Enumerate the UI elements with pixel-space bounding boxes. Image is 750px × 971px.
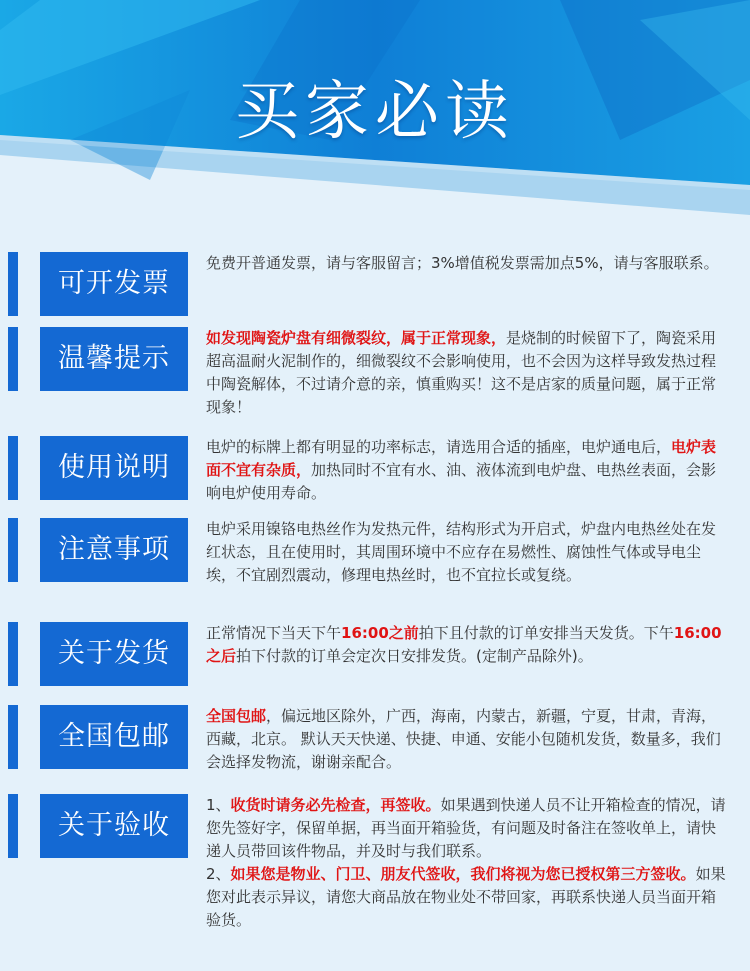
body-text: 电炉的标牌上都有明显的功率标志，请选用合适的插座，电炉通电后，	[206, 438, 672, 456]
content-paragraph	[206, 327, 728, 419]
body-text: 2、	[206, 865, 231, 883]
body-text: 免费开普通发票，请与客服留言；3%增值税发票需加点5%，请与客服联系。	[206, 254, 719, 272]
section-label: 使用说明	[40, 436, 188, 500]
content-paragraph	[206, 705, 728, 774]
content-paragraph	[206, 518, 728, 587]
highlight-text: 如发现陶瓷炉盘有细微裂纹，属于正常现象，	[206, 329, 507, 347]
body-text: ，偏远地区除外，广西，海南，内蒙古，新疆，宁夏，甘肃，青海，西藏，北京。 默认天天快递、快捷、申通、安能小包随机发货，数量多，我们会选择发物流，谢谢亲配合。	[206, 707, 721, 771]
row-edge-bar	[8, 622, 18, 686]
section-content	[206, 327, 728, 419]
body-text: 1、	[206, 796, 231, 814]
section-label: 注意事项	[40, 518, 188, 582]
section-label: 温馨提示	[40, 327, 188, 391]
row-edge-bar	[8, 518, 18, 582]
content-paragraph	[206, 863, 728, 932]
row-edge-bar	[8, 794, 18, 858]
section-content	[206, 794, 728, 932]
body-text: 电炉采用镍铬电热丝作为发热元件，结构形式为开启式，炉盘内电热丝处在发红状态，且在使用时，其周围环境中不应存在易燃性、腐蚀性气体或导电尘埃，不宜剧烈震动，修理电热丝时，也不宜拉长或复绕。	[206, 520, 717, 584]
content-paragraph	[206, 436, 728, 505]
section-content	[206, 518, 728, 587]
content-paragraph	[206, 622, 728, 668]
row-edge-bar	[8, 252, 18, 316]
body-text: 是烧制的时候留下了，陶瓷采用超高温耐火泥制作的，细微裂纹不会影响使用，也不会因为这样导致发热过程中陶瓷解体，不过请介意的亲，慎重购买！这不是店家的质量问题，属于正常现象！	[206, 329, 717, 416]
body-text: 拍下且付款的订单安排当天发货。下午	[418, 624, 674, 642]
row-edge-bar	[8, 327, 18, 391]
highlight-text: 全国包邮	[206, 707, 267, 725]
highlight-text: 如果您是物业、门卫、朋友代签收，我们将视为您已授权第三方签收。	[230, 865, 696, 883]
highlight-text: 16:00之后	[206, 624, 722, 665]
section-label: 可开发票	[40, 252, 188, 316]
body-text: 拍下付款的订单会定次日安排发货。(定制产品除外)。	[236, 647, 593, 665]
page-title: 买家必读	[235, 75, 515, 149]
highlight-text: 电炉表面不宜有杂质，	[206, 438, 717, 479]
body-text: 如果遇到快递人员不让开箱检查的情况，请您先签好字，保留单据，再当面开箱验货，有问题及时备注在签收单上，请快递人员带回该件物品，并及时与我们联系。	[206, 796, 726, 860]
highlight-text: 16:00之前	[341, 624, 419, 642]
section-content	[206, 705, 728, 774]
header-banner	[0, 0, 750, 215]
body-text: 正常情况下当天下午	[206, 624, 342, 642]
body-text: 如果您对此表示异议，请您大商品放在物业处不带回家，再联系快递人员当面开箱验货。	[206, 865, 726, 929]
body-text: 加热同时不宜有水、油、液体流到电炉盘、电热丝表面，会影响电炉使用寿命。	[206, 461, 717, 502]
section-label: 全国包邮	[40, 705, 188, 769]
row-edge-bar	[8, 436, 18, 500]
section-label: 关于发货	[40, 622, 188, 686]
section-label: 关于验收	[40, 794, 188, 858]
content-paragraph	[206, 252, 728, 275]
content-paragraph	[206, 794, 728, 863]
highlight-text: 收货时请务必先检查，再签收。	[230, 796, 441, 814]
section-content	[206, 622, 728, 668]
section-content	[206, 252, 728, 275]
section-content	[206, 436, 728, 505]
row-edge-bar	[8, 705, 18, 769]
